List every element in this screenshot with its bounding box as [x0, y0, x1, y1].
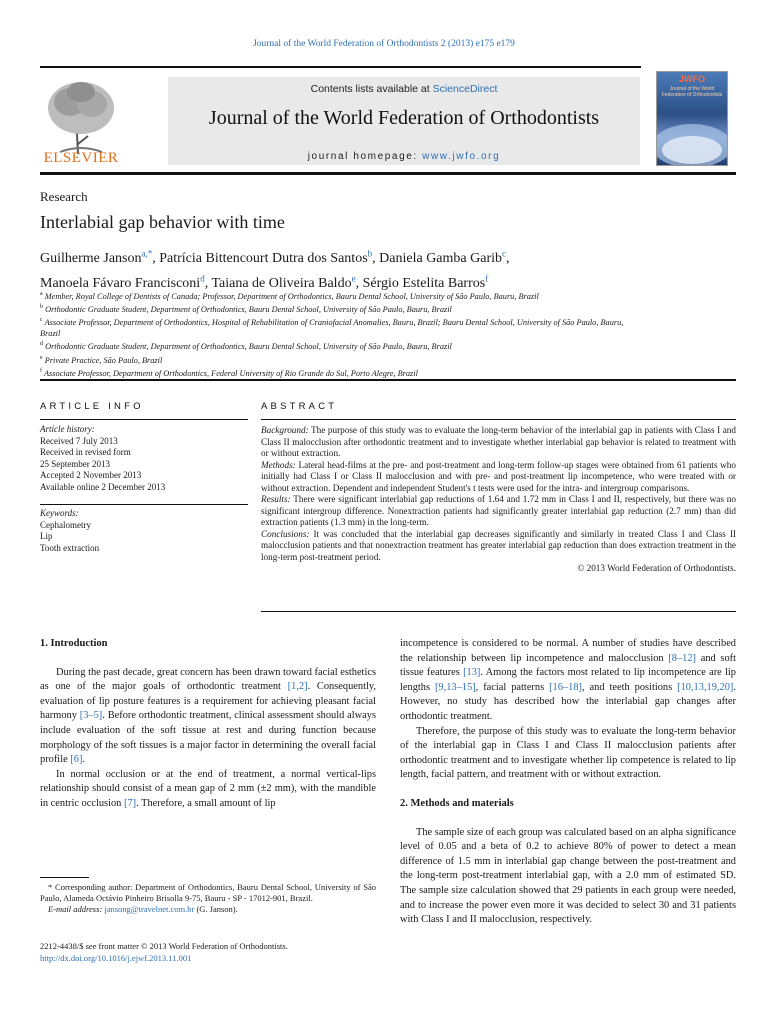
article-info-heading: ARTICLE INFO	[40, 401, 144, 412]
paragraph-text: During the past decade, great concern has been drawn toward facial esthetics as one of the major goals of orthodontic treatment	[40, 666, 376, 693]
author	[40, 248, 160, 266]
author-separator: ,	[152, 250, 160, 266]
author-separator: ,	[506, 250, 510, 266]
methods-paragraph-1: The sample size of each group was calculated based on an alpha significance level of 0.05 and a beta of 0.2 to achieve 80% of power to detect a mean difference of 1.5 mm in interlabial gap change between the post-treatment and the long-term post-treatment interlabial gap, with a 2.0 mm of estimated SD. The sample size calculation showed that 29 patients in each group were needed, and to increase the power even more it was decided to select 30 and 31 patients with Class I and II malocclusion, respectively.	[400, 826, 736, 926]
affiliation-text: Associate Professor, Department of Orthodontics, Hospital of Rehabilitation of Craniofacial Anomalies, Bauru, Brazil; Bauru Dental School, University of São Paulo, Bauru, Brazil	[40, 317, 624, 339]
history-entry: Available online 2 December 2013	[40, 481, 166, 492]
citation-link[interactable]: [1,2]	[287, 681, 308, 693]
author-name: Patrícia Bittencourt Dutra dos Santos	[159, 250, 368, 266]
author-name: Manoela Fávaro Francisconi	[40, 276, 201, 292]
author-affiliation-link[interactable]: e	[351, 273, 356, 284]
affiliation-text: Orthodontic Graduate Student, Department of Orthodontics, Bauru Dental School, University of São Paulo, Bauru, Brazil	[45, 342, 452, 352]
article-history	[40, 424, 248, 493]
article-section-type: Research	[40, 189, 88, 204]
body-column-left	[40, 637, 376, 812]
affiliation-text: Member, Royal College of Dentists of Canada; Professor, Department of Orthodontics, Bauru Dental School, University of São Paulo, Bauru, Brazil	[44, 291, 539, 301]
author-separator: ,	[355, 276, 363, 292]
affiliation	[40, 353, 640, 366]
running-head: Journal of the World Federation of Orthodontists 2 (2013) e175 e179	[253, 39, 515, 49]
issn-block	[40, 941, 440, 964]
abstract-label: Methods:	[261, 459, 296, 470]
paragraph-text: In normal occlusion or at the end of treatment, a normal vertical-lips relationship should consist of a mean gap of 2 mm (±2 mm), with the mandible in centric occlusion	[40, 768, 376, 809]
author-email-link[interactable]: jansong@travelnet.com.br	[104, 904, 195, 914]
author-separator: ,	[372, 250, 380, 266]
keyword: Tooth extraction	[40, 542, 100, 553]
affiliation	[40, 339, 640, 352]
front-matter-line: 2212-4438/$ see front matter © 2013 World Federation of Orthodontists.	[40, 941, 288, 951]
abstract-copyright: © 2013 World Federation of Orthodontists.	[577, 563, 736, 573]
section-heading-introduction: 1. Introduction	[40, 638, 108, 649]
body-column-right	[400, 637, 736, 928]
affiliation-marker: f	[40, 367, 42, 374]
author-affiliation-link[interactable]: b	[367, 248, 373, 258]
corresponding-author-text: * Corresponding author: Department of Orthodontics, Bauru Dental School, University of São Paulo, Alameda Octávio Pinheiro Brisolla 9-75, Bauru - SP - 17012-901, Brazil.	[40, 882, 376, 903]
keyword: Lip	[40, 531, 53, 541]
affiliation-marker: a	[40, 291, 43, 297]
front-matter-rule	[40, 379, 736, 381]
abstract-conclusions	[261, 529, 736, 564]
email-suffix: (G. Janson).	[194, 904, 238, 914]
citation-link[interactable]: [6]	[70, 754, 83, 766]
paragraph-text: , facial patterns	[475, 681, 550, 693]
affiliation	[40, 302, 640, 315]
article-history-label: Article history:	[40, 424, 95, 434]
intro-paragraph-1	[40, 666, 376, 768]
paragraph-text: , and teeth positions	[581, 681, 678, 693]
corresponding-author-footnote	[40, 882, 376, 915]
affiliation	[40, 366, 640, 379]
author	[379, 248, 510, 266]
abstract-label: Conclusions:	[261, 528, 310, 539]
author-list	[40, 243, 690, 294]
abstract-label: Results:	[261, 494, 291, 504]
author-affiliation-link[interactable]: c	[502, 248, 506, 258]
abstract-bottom-rule	[261, 611, 736, 612]
author-affiliation-link[interactable]: a,*	[141, 248, 153, 258]
paragraph-text: .	[82, 754, 86, 766]
doi-link[interactable]: http://dx.doi.org/10.1016/j.ejwf.2013.11.001	[40, 952, 192, 963]
article-title: Interlabial gap behavior with time	[40, 212, 285, 232]
journal-name: Journal of the World Federation of Orthodontists	[208, 107, 600, 129]
header-rule	[40, 172, 736, 175]
citation-link[interactable]: [7]	[123, 797, 137, 809]
abstract-rule	[261, 419, 736, 420]
contents-prefix: Contents lists available at	[310, 83, 433, 95]
journal-cover-thumbnail[interactable]	[656, 71, 728, 166]
keywords-label: Keywords:	[40, 508, 79, 518]
history-entry: 25 September 2013	[40, 458, 110, 469]
abstract-text: It was concluded that the interlabial gap decreases significantly and similarly in treated Class I and Class II malocclusion patients and that nonextraction treatment has greater interlabial gap reduction than does extraction treatment in the long-term post-treatment period.	[261, 528, 736, 562]
intro-paragraph-2-start	[40, 768, 376, 812]
intro-paragraph-2-continued	[400, 637, 736, 725]
intro-paragraph-3: Therefore, the purpose of this study was to evaluate the long-term behavior of the interlabial gap in Class I and Class II malocclusion patients after orthodontic treatment and to investigate whether lip competence is related to lip length, facial pattern, and treatment with or without extraction.	[400, 725, 736, 781]
homepage-prefix: journal homepage:	[307, 151, 423, 162]
affiliation	[40, 289, 640, 302]
paragraph-text: . Among the factors most related to lip incompetence are lip lengths	[400, 667, 737, 693]
citation-link[interactable]: [9,13–15]	[434, 681, 476, 693]
email-label: E-mail address:	[48, 904, 105, 914]
paragraph-text: . Consequently, evaluation of lip posture features is a requirement for achieving pleasant facial harmony	[40, 681, 377, 722]
author-name: Daniela Gamba Garib	[379, 250, 502, 266]
affiliation-marker: e	[40, 354, 43, 361]
keywords	[40, 508, 248, 554]
citation-link[interactable]: [3–5]	[79, 710, 103, 722]
affiliation-marker: d	[40, 341, 43, 348]
paragraph-text: and soft tissue features	[400, 652, 736, 679]
history-entry: Accepted 2 November 2013	[40, 470, 142, 480]
keywords-rule	[40, 504, 248, 505]
author-name: Guilherme Janson	[40, 250, 142, 266]
affiliation-list	[40, 289, 640, 379]
abstract-background	[261, 425, 736, 460]
elsevier-wordmark[interactable]: ELSEVIER	[43, 150, 119, 166]
abstract-text: The purpose of this study was to evaluate the long-term behavior of the interlabial gap in patients with Class I and Class II malocclusion after orthodontic treatment and to investigate whether interlabial gap behavior is related to treatment with or without extraction.	[261, 425, 736, 458]
affiliation-text: Orthodontic Graduate Student, Department of Orthodontics, Bauru Dental School, University of São Paulo, Bauru, Brazil	[45, 304, 452, 314]
author-affiliation-link[interactable]: d	[200, 273, 205, 284]
citation-link[interactable]: [13]	[463, 667, 481, 679]
abstract-results	[261, 494, 736, 529]
journal-homepage-link[interactable]: www.jwfo.org	[422, 151, 501, 162]
citation-link[interactable]: [16–18]	[549, 681, 582, 693]
history-entry: Received 7 July 2013	[40, 435, 118, 446]
paragraph-text: incompetence is considered to be normal. A number of studies have described the relationship between lip incompetence and malocclusion	[400, 638, 736, 664]
abstract-label: Background:	[261, 425, 309, 435]
footnote-rule	[40, 877, 89, 878]
paragraph-text: . However, no study has described how the interlabial gap changes after orthodontic treatment.	[400, 681, 736, 722]
cover-title: JWFO	[679, 74, 705, 84]
history-entry: Received in revised form	[40, 447, 131, 457]
affiliation-marker: c	[40, 317, 43, 324]
author-name: Sérgio Estelita Barros	[362, 276, 486, 292]
abstract-text: Lateral head-films at the pre- and post-treatment and long-term follow-up stages were obtained from 61 patients who initially had Class I or Class II malocclusion and with pre- and post-treatment lip incompetence, who were treated with or without extraction. Dependent and independent Student's t tests were used for the intra- and intergroup comparisons.	[261, 459, 736, 493]
abstract-text: There were significant interlabial gap reductions of 1.64 and 1.72 mm in Class I and II, respectively, but there was no significant intergroup difference. Nonextraction patients had significantly greater interlabial gap reduction (2.7 mm) than did extraction patients (1.3 mm) in the long-term.	[261, 494, 736, 527]
section-heading-methods: 2. Methods and materials	[400, 797, 514, 809]
cover-subtitle: Journal of the World Federation of Orthodontists	[661, 86, 723, 98]
paragraph-text: . Before orthodontic treatment, clinical assessment should always include evaluation of the soft tissue at rest and during function because morphology of the soft tissues is a major factor in determining the overall facial profile	[40, 710, 376, 766]
cover-globe-image	[657, 106, 727, 166]
journal-masthead	[168, 77, 640, 165]
paragraph-text: . Therefore, a small amount of lip	[136, 797, 276, 809]
abstract-heading: ABSTRACT	[261, 401, 338, 412]
affiliation-text: Private Practice, São Paulo, Brazil	[44, 355, 163, 365]
citation-link[interactable]: [10,13,19,20]	[677, 681, 734, 693]
affiliation-marker: b	[40, 304, 43, 311]
affiliation-text: Associate Professor, Department of Orthodontics, Federal University of Rio Grande do Sul, Porto Alegre, Brazil	[43, 368, 418, 378]
article-info-rule	[40, 419, 248, 420]
affiliation	[40, 315, 640, 339]
contents-line	[168, 83, 640, 95]
citation-link[interactable]: [8–12]	[668, 652, 697, 664]
sciencedirect-link[interactable]: ScienceDirect	[432, 83, 498, 95]
author-email-line	[40, 904, 376, 915]
homepage-line	[168, 151, 640, 162]
author	[159, 248, 380, 266]
top-rule	[40, 66, 641, 68]
abstract-methods	[261, 460, 736, 495]
author-affiliation-link[interactable]: f	[485, 273, 489, 284]
author-separator: ,	[204, 276, 212, 292]
abstract-body	[261, 425, 736, 575]
keyword: Cephalometry	[40, 519, 91, 530]
author-name: Taiana de Oliveira Baldo	[211, 276, 352, 292]
